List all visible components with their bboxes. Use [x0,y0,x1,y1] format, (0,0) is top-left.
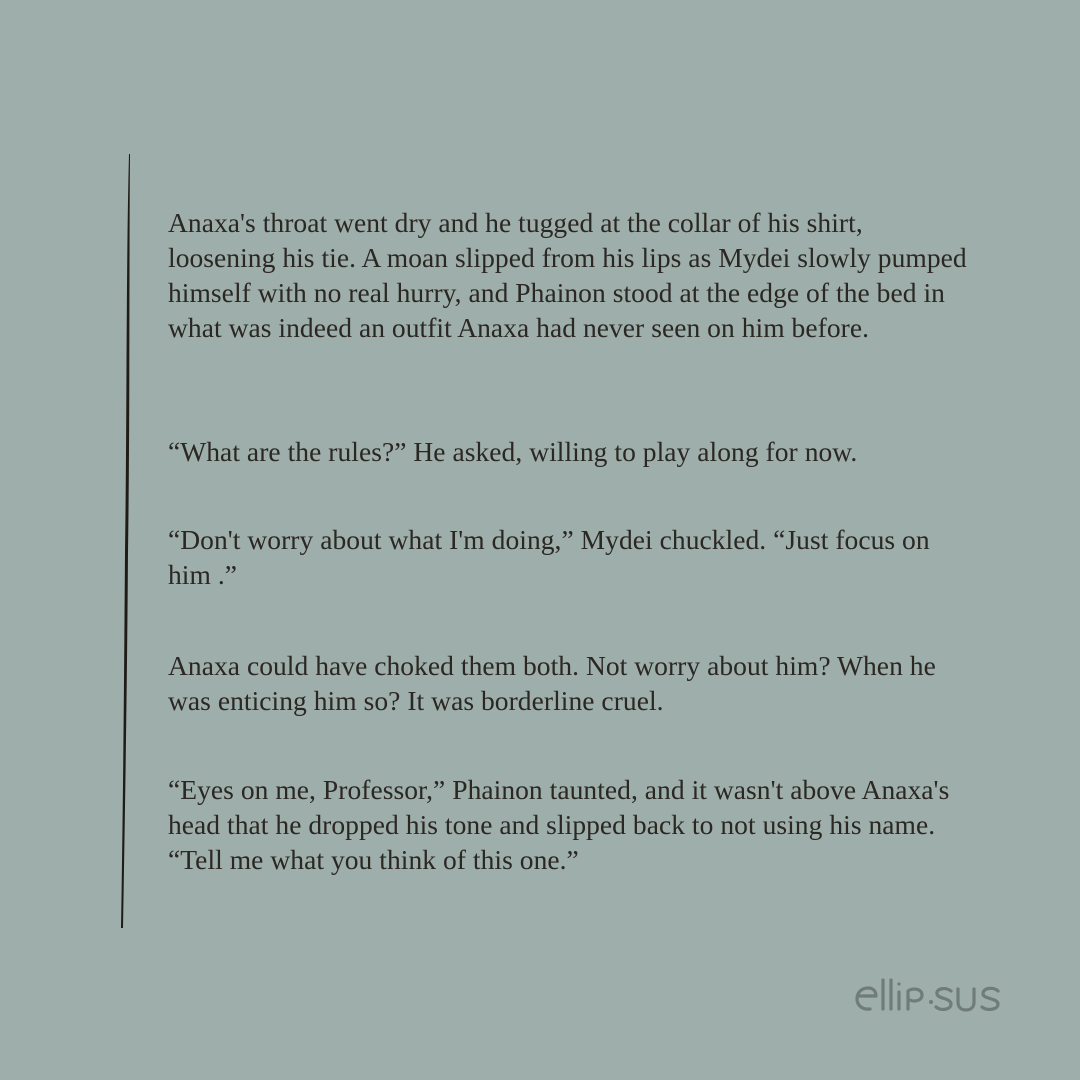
story-paragraph-4: Anaxa could have choked them both. Not worry about him? When he was enticing him so? It was borderline cruel. [168,650,936,716]
story-paragraph-2: “What are the rules?” He asked, willing to play along for now. [168,436,858,467]
story-paragraph-5: “Eyes on me, Professor,” Phainon taunted, and it wasn't above Anaxa's head that he dropped his tone and slipped back to not using his name. “Tell me what you think of this one.” [168,774,950,875]
story-paragraph-1: Anaxa's throat went dry and he tugged at the collar of his shirt, loosening his tie. A moan slipped from his lips as Mydei slowly pumped himself with no real hurry, and Phainon stood at the edge of the bed in what was indeed an outfit Anaxa had never seen on him before. [168,207,967,343]
story-paragraph-3: “Don't worry about what I'm doing,” Mydei chuckled. “Just focus on him .” [168,524,930,590]
ellipsus-logo [852,972,1004,1016]
vertical-divider-line [118,152,134,932]
